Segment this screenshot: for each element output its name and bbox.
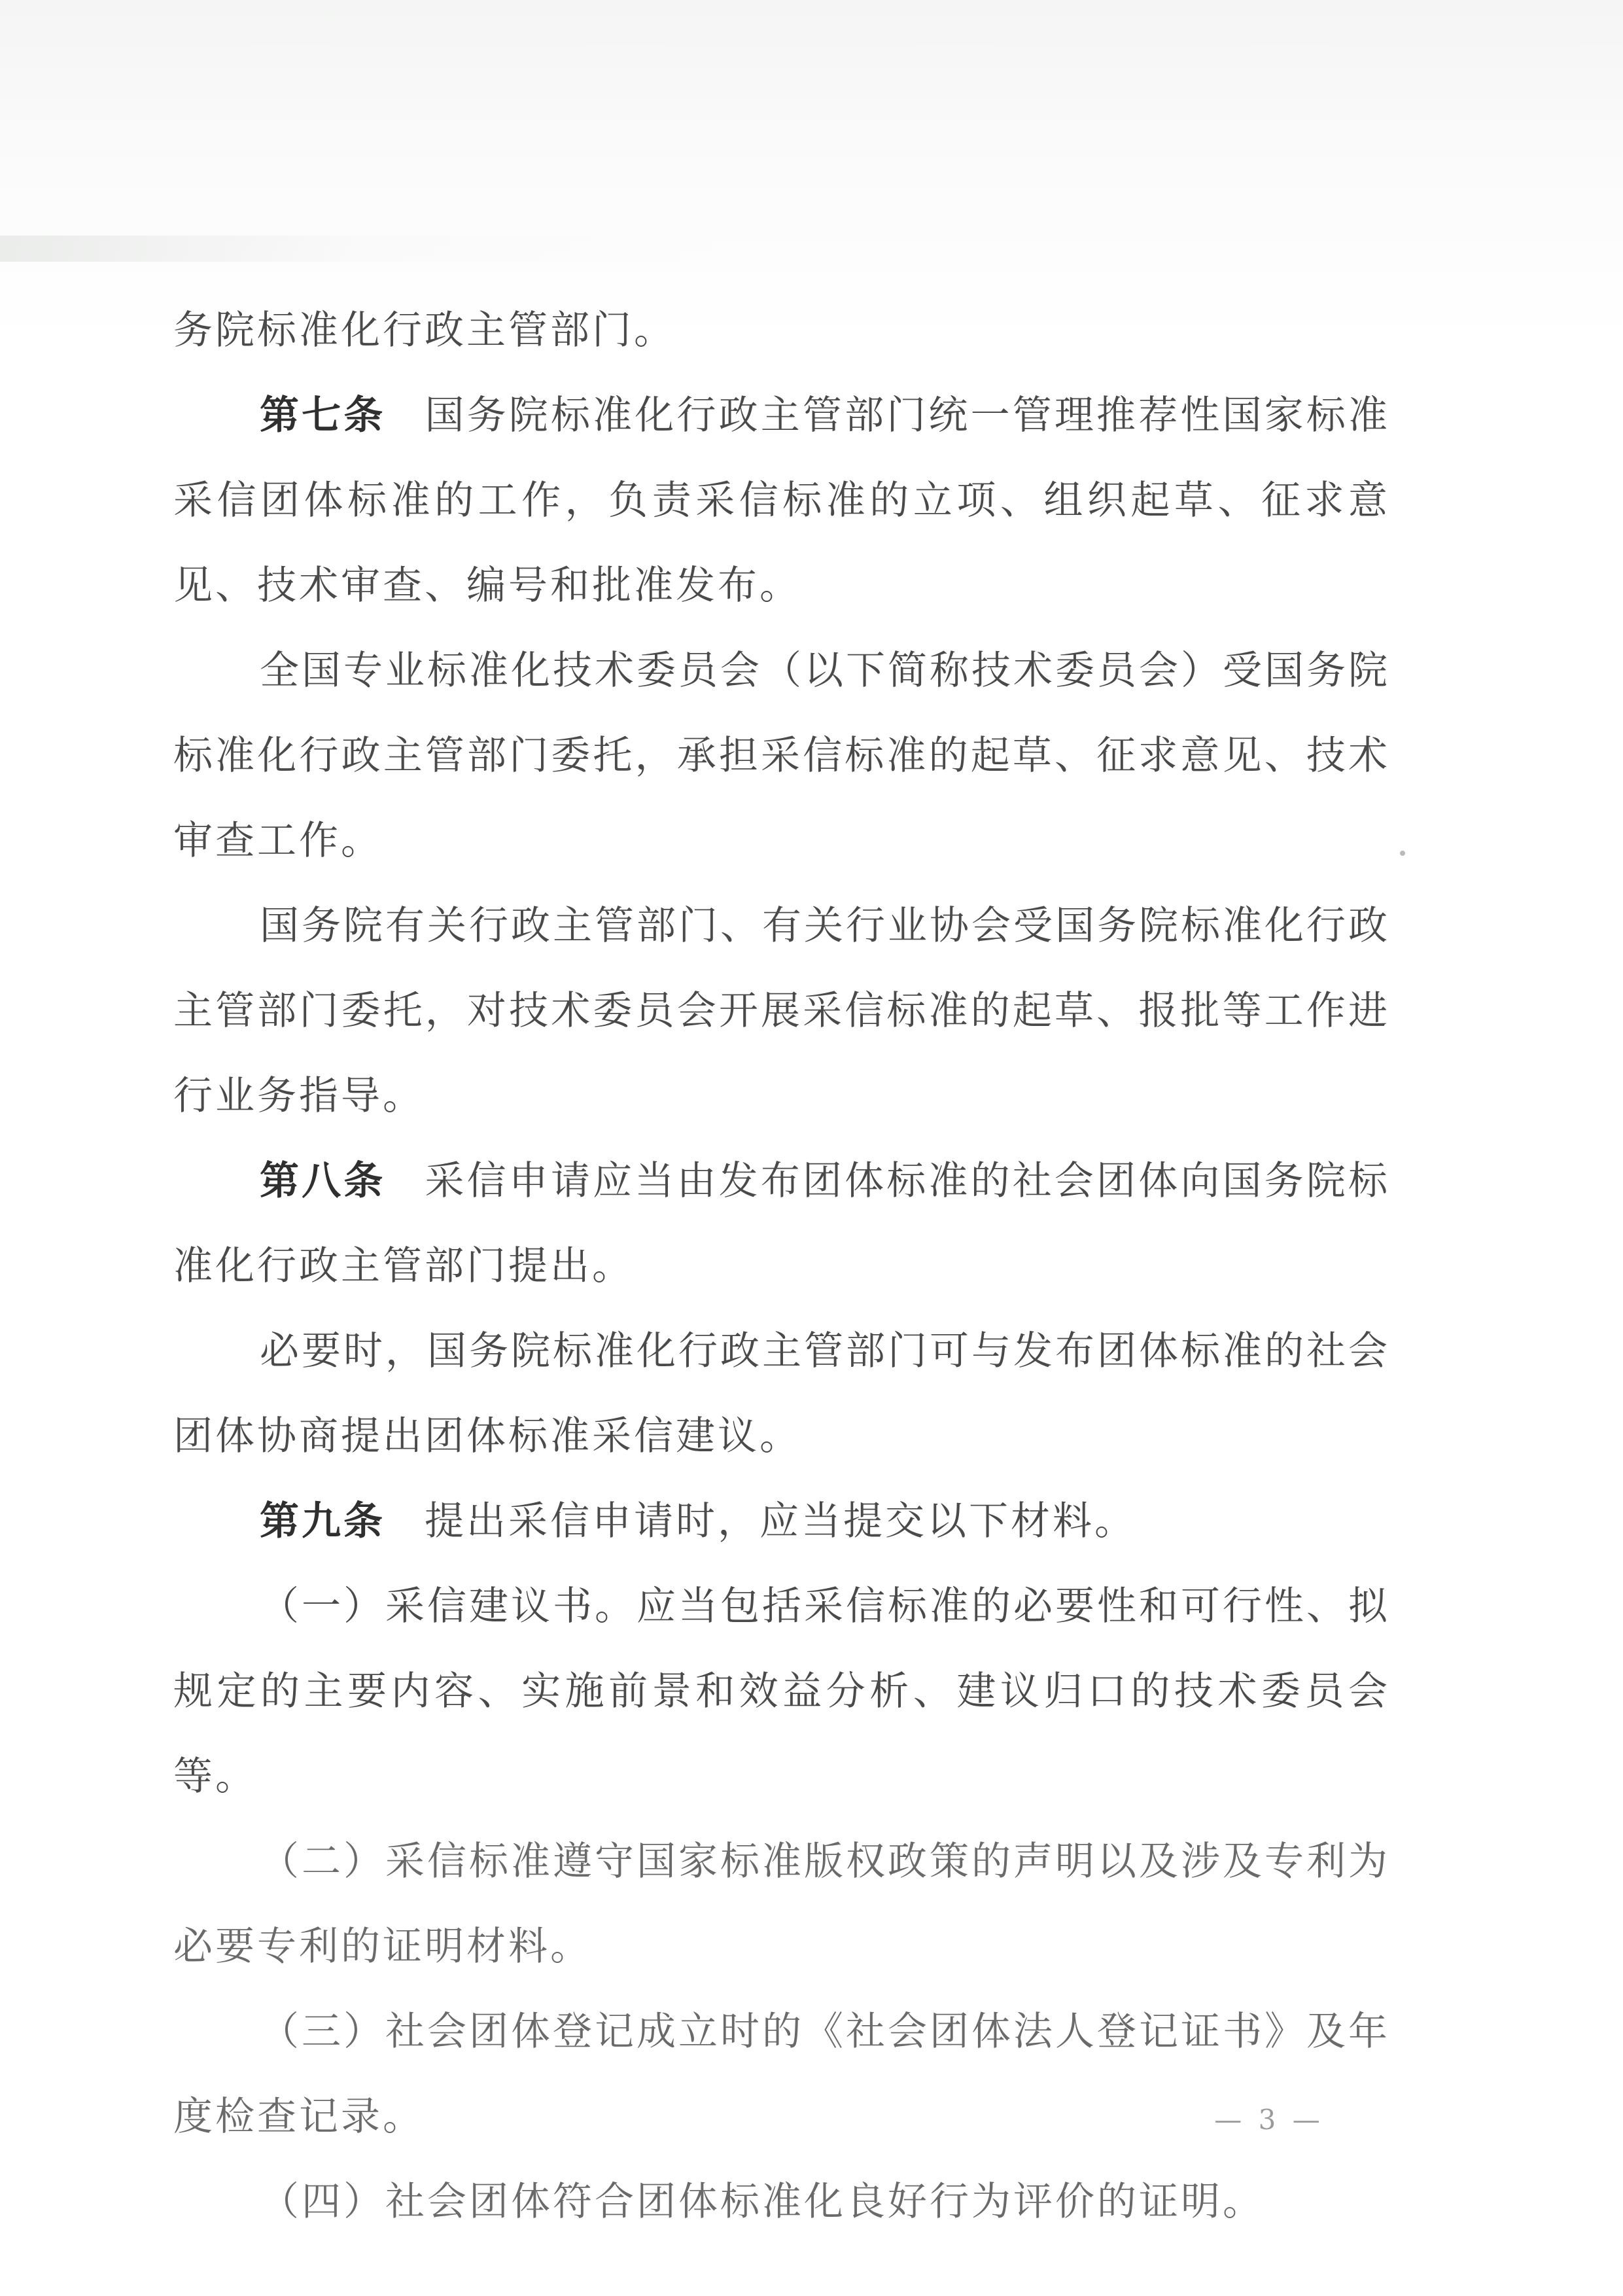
paragraph-text: 国务院有关行政主管部门、有关行业协会受国务院标准化行政主管部门委托，对技术委员会开展采信标准的起草、报批等工作进行业务指导。: [173, 903, 1390, 1119]
document-body: [173, 288, 1390, 2244]
article-heading: 第九条: [260, 1498, 385, 1544]
paragraph-text: 全国专业标准化技术委员会（以下简称技术委员会）受国务院标准化行政主管部门委托，承担采信标准的起草、征求意见、技术审查工作。: [173, 648, 1390, 864]
article-heading: 第七条: [260, 393, 386, 438]
paragraph-continuation: [173, 288, 1390, 373]
paragraph-text: （三）社会团体登记成立时的《社会团体法人登记证书》及年度检查记录。: [173, 2009, 1390, 2140]
scan-artifact: [0, 236, 720, 262]
paragraph-text: 国务院标准化行政主管部门统一管理推荐性国家标准采信团体标准的工作，负责采信标准的立项、组织起草、征求意见、技术审查、编号和批准发布。: [173, 393, 1391, 609]
article-8-paragraph: [173, 1139, 1390, 1309]
article-7-paragraph: [173, 373, 1390, 628]
paragraph: [173, 883, 1390, 1139]
paragraph-text: 提出采信申请时，应当提交以下材料。: [425, 1498, 1136, 1544]
article-heading: 第八条: [260, 1158, 386, 1204]
paragraph: [173, 1309, 1390, 1479]
article-9-paragraph: [173, 1479, 1390, 1564]
scan-speck: [1400, 851, 1405, 856]
list-item-1: [173, 1564, 1390, 1819]
paragraph-text: 采信申请应当由发布团体标准的社会团体向国务院标准化行政主管部门提出。: [173, 1158, 1391, 1289]
paragraph-text: 必要时，国务院标准化行政主管部门可与发布团体标准的社会团体协商提出团体标准采信建议。: [173, 1328, 1390, 1459]
list-item-2: [173, 1819, 1390, 1989]
paragraph-text: 务院标准化行政主管部门。: [173, 308, 676, 353]
paragraph-text: （一）采信建议书。应当包括采信标准的必要性和可行性、拟规定的主要内容、实施前景和效益分析、建议归口的技术委员会等。: [173, 1583, 1390, 1799]
paragraph-text: （二）采信标准遵守国家标准版权政策的声明以及涉及专利为必要专利的证明材料。: [173, 1839, 1390, 1969]
list-item-4: [173, 2159, 1390, 2244]
paragraph-text: （四）社会团体符合团体标准化良好行为评价的证明。: [260, 2179, 1265, 2225]
paragraph: [173, 628, 1390, 883]
page-number: — 3 —: [1214, 2104, 1324, 2136]
